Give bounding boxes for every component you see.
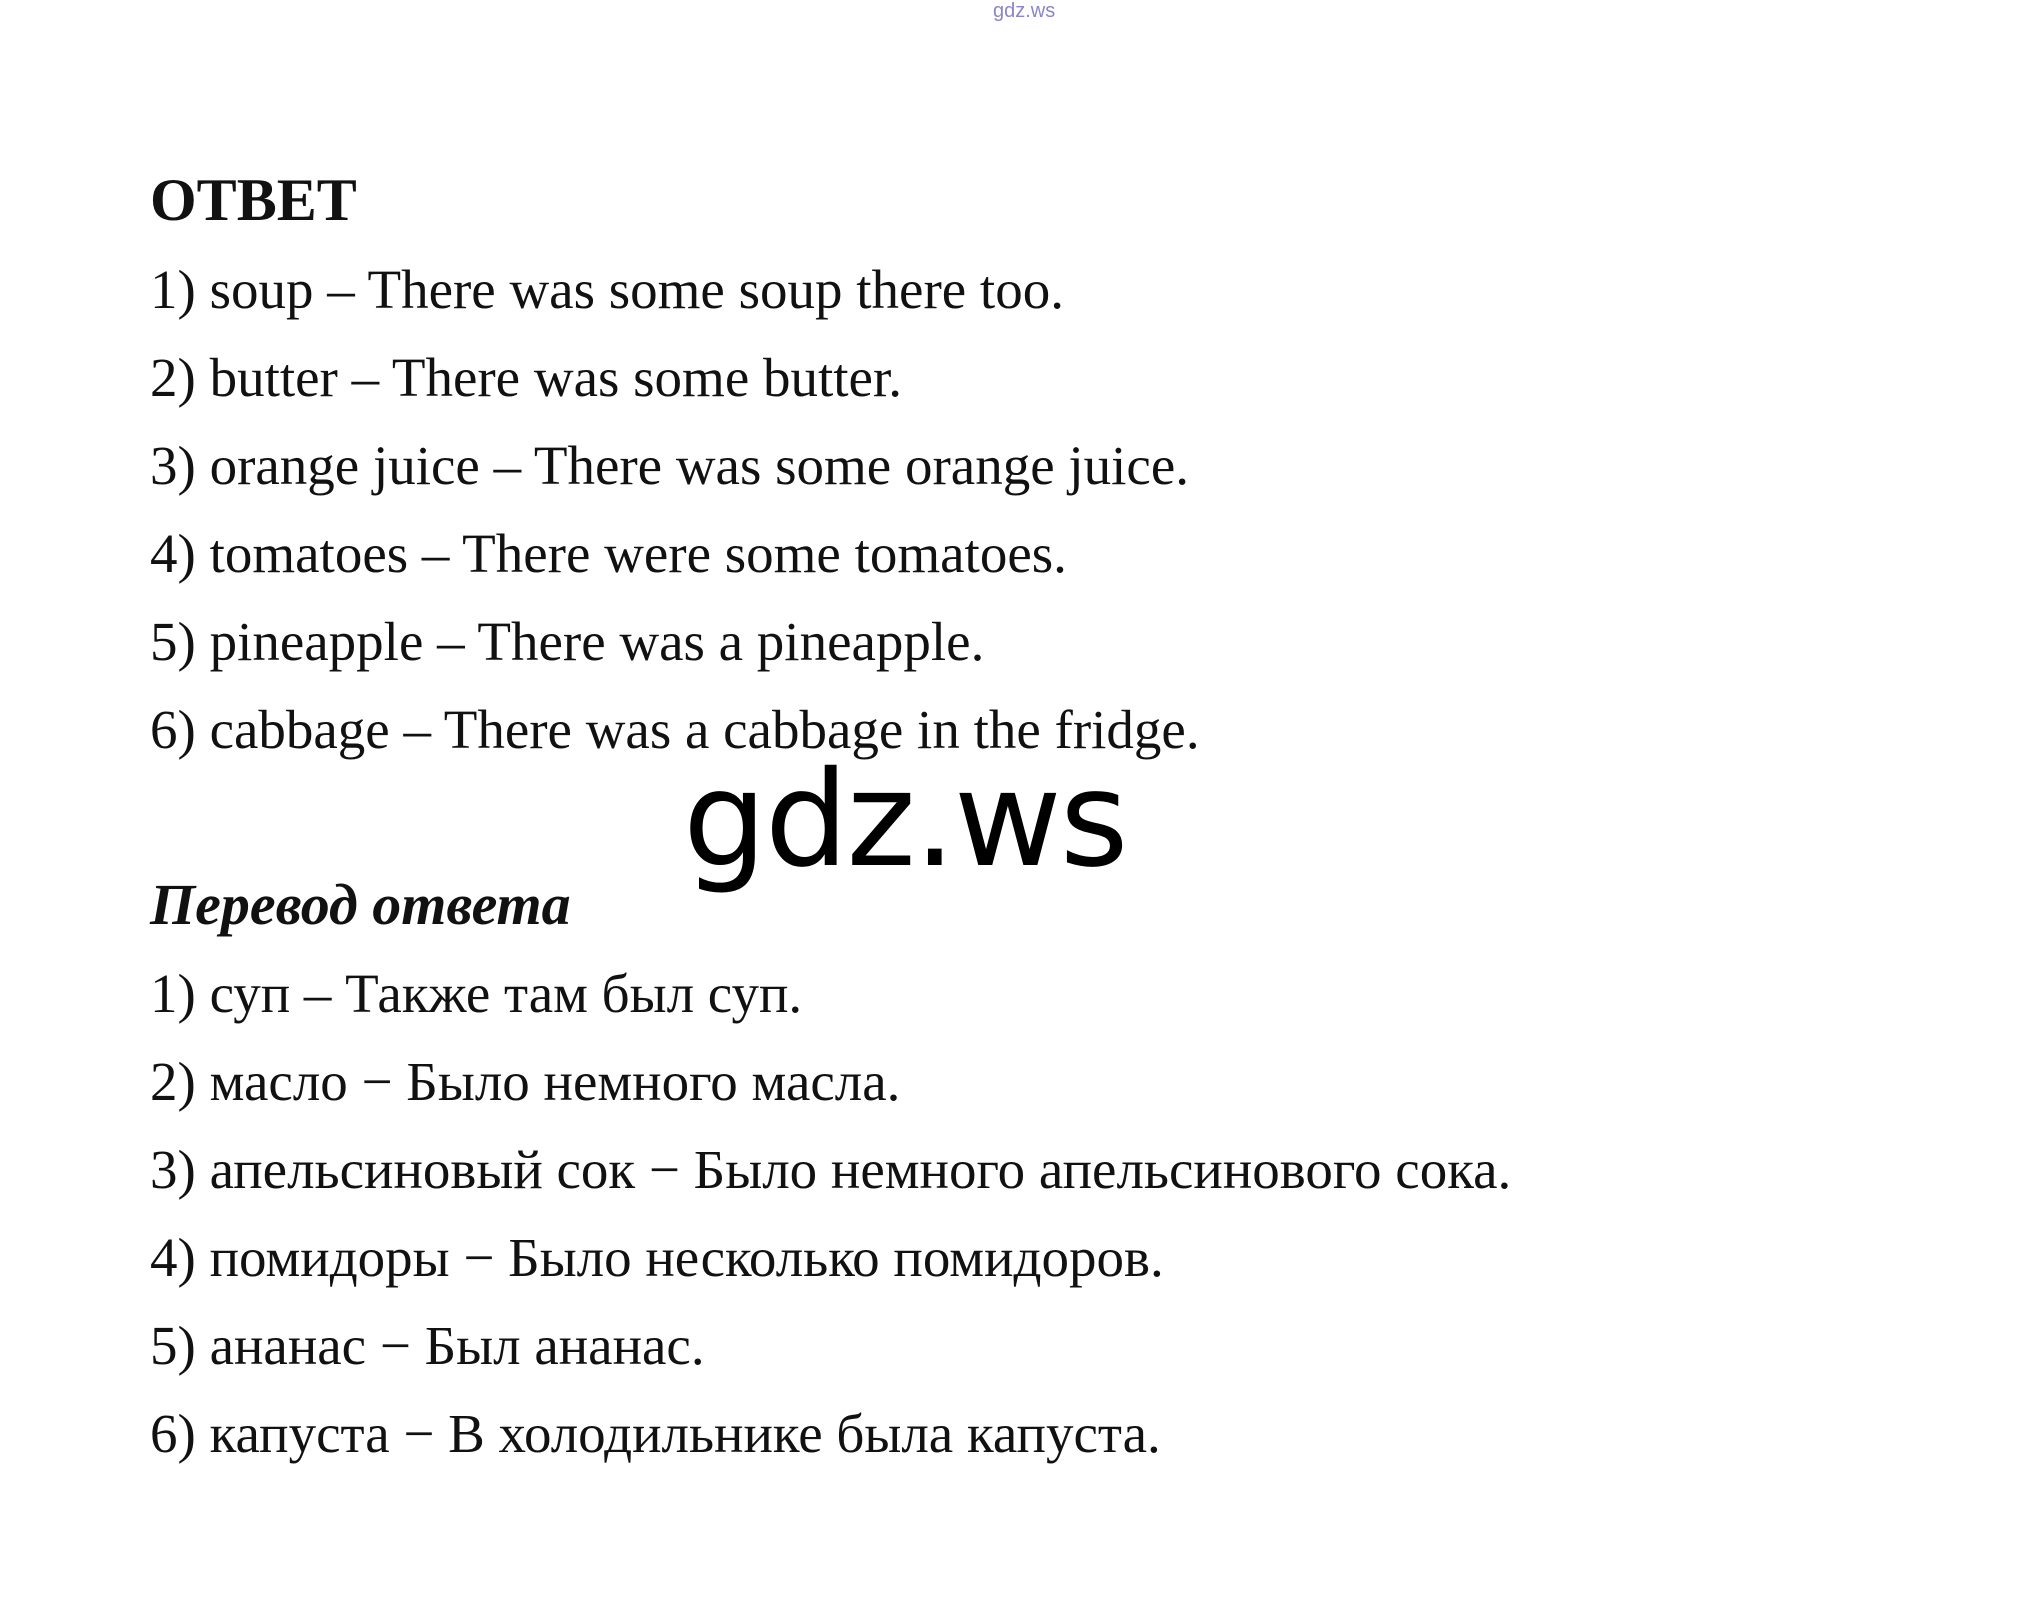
translation-list bbox=[150, 950, 1511, 1478]
site-watermark: gdz.ws bbox=[683, 743, 1127, 897]
answer-item-1: 1) soup – There was some soup there too. bbox=[150, 259, 1064, 320]
translation-heading: Перевод ответа bbox=[150, 872, 571, 937]
answer-item-2: 2) butter – There was some butter. bbox=[150, 347, 902, 408]
answer-item-4: 4) tomatoes – There were some tomatoes. bbox=[150, 523, 1067, 584]
translation-item-6: 6) капуста − В холодильнике была капуста. bbox=[150, 1403, 1161, 1464]
translation-item-5: 5) ананас − Был ананас. bbox=[150, 1315, 705, 1376]
answer-heading: ОТВЕТ bbox=[150, 167, 357, 233]
answer-item-6: 6) cabbage – There was a cabbage in the fridge. bbox=[150, 699, 1200, 760]
answer-item-3: 3) orange juice – There was some orange juice. bbox=[150, 435, 1189, 496]
translation-item-2: 2) масло − Было немного масла. bbox=[150, 1051, 901, 1112]
translation-item-4: 4) помидоры − Было несколько помидоров. bbox=[150, 1227, 1164, 1288]
translation-item-1: 1) суп – Также там был суп. bbox=[150, 963, 803, 1024]
top-watermark-text: gdz.ws bbox=[993, 0, 1056, 22]
translation-item-3: 3) апельсиновый сок − Было немного апельсинового сока. bbox=[150, 1139, 1512, 1200]
answer-list bbox=[150, 246, 1200, 774]
answer-item-5: 5) pineapple – There was a pineapple. bbox=[150, 611, 985, 672]
